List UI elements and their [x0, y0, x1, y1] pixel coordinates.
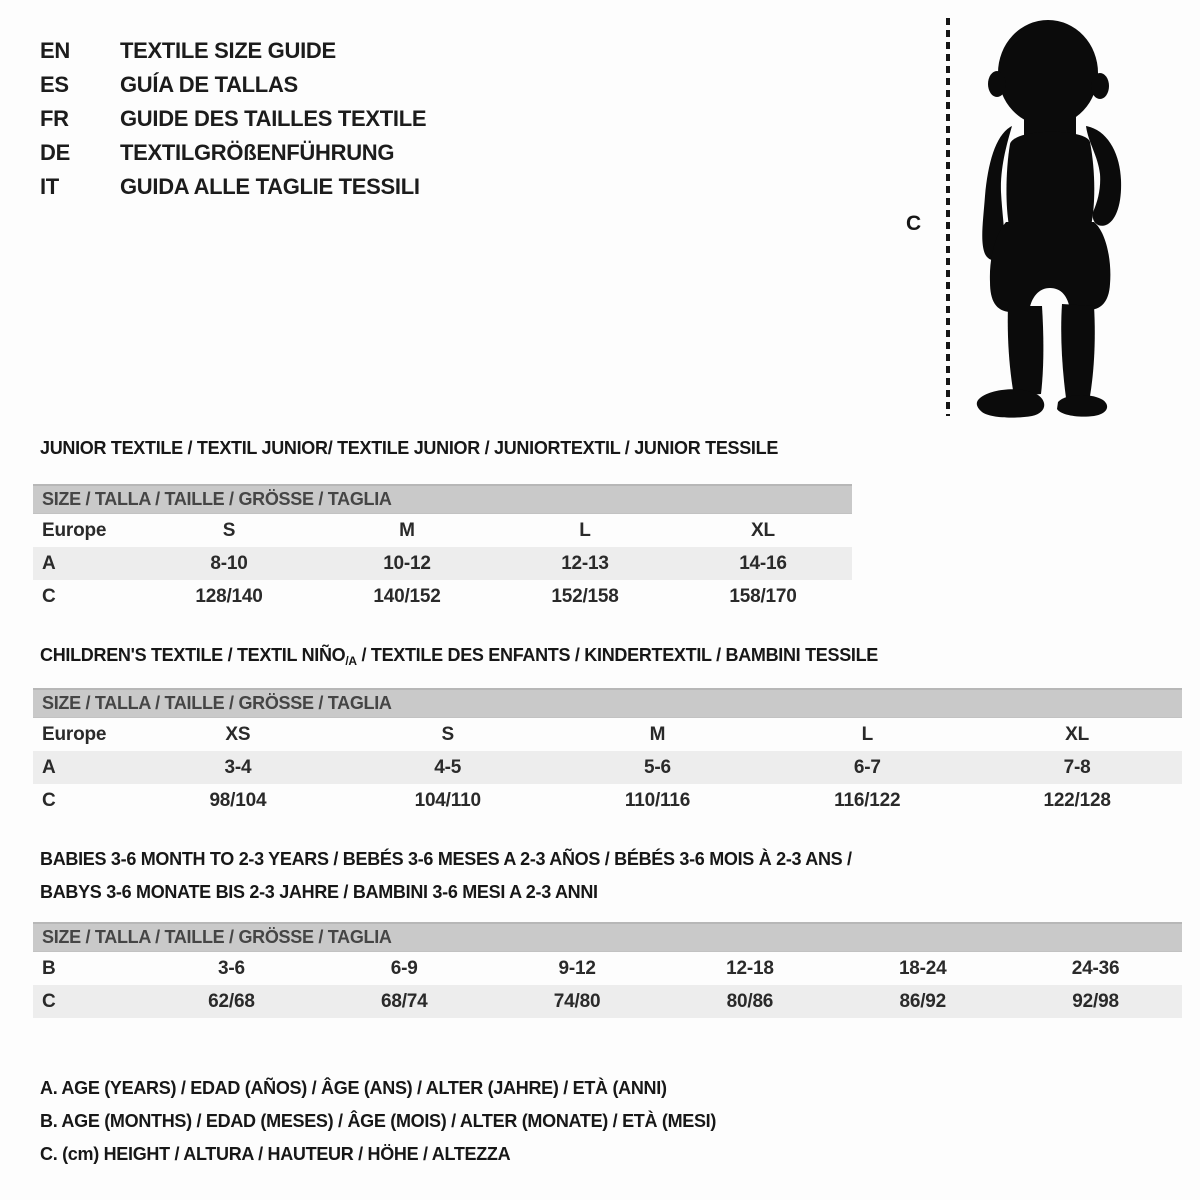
cell: 12-13 [561, 552, 609, 574]
table-row [33, 547, 852, 580]
cell: 128/140 [195, 585, 263, 607]
lang-row-es [40, 68, 426, 102]
children-size-table [33, 688, 1182, 817]
row-label: B [42, 957, 56, 979]
cell: 24-36 [1071, 957, 1120, 979]
size-header-text: SIZE / TALLA / TAILLE / GRÖSSE / TAGLIA [42, 693, 392, 713]
size-header-bar [33, 688, 1182, 718]
cell: 6-7 [853, 756, 881, 778]
legend-line-c: C. (cm) HEIGHT / ALTURA / HAUTEUR / HÖHE / ALTEZZA [40, 1144, 511, 1164]
cell: 14-16 [739, 552, 787, 574]
table-header-row [33, 514, 852, 547]
column-header: XL [751, 519, 775, 541]
title-subscript: /A [345, 654, 357, 668]
cell: 18-24 [898, 957, 947, 979]
babies-section-title [40, 843, 852, 909]
column-header: M [649, 723, 666, 745]
legend [40, 1072, 716, 1171]
column-header: L [861, 723, 873, 745]
lang-code: EN [40, 38, 70, 63]
height-measure-label: C [906, 212, 922, 235]
title-line: BABIES 3-6 MONTH TO 2-3 YEARS / BEBÉS 3-6 MESES A 2-3 AÑOS / BÉBÉS 3-6 MOIS À 2-3 ANS / [40, 849, 852, 869]
cell: 86/92 [899, 990, 947, 1012]
lang-row-en [40, 34, 426, 68]
cell: 104/110 [414, 789, 481, 811]
cell: 10-12 [383, 552, 431, 574]
region-label: Europe [42, 519, 107, 541]
cell: 9-12 [558, 957, 596, 979]
cell: 8-10 [210, 552, 248, 574]
table-row [33, 784, 1182, 817]
title-line: BABYS 3-6 MONATE BIS 2-3 JAHRE / BAMBINI 3-6 MESI A 2-3 ANNI [40, 882, 598, 902]
cell: 122/128 [1043, 789, 1111, 811]
cell: 6-9 [390, 957, 418, 979]
row-label: C [42, 585, 56, 607]
cell: 116/122 [834, 789, 901, 811]
lang-code: DE [40, 140, 70, 165]
column-header: S [441, 723, 454, 745]
table-row [33, 985, 1182, 1018]
lang-row-de [40, 136, 426, 170]
table-row [33, 751, 1182, 784]
size-header-text: SIZE / TALLA / TAILLE / GRÖSSE / TAGLIA [42, 489, 392, 509]
cell: 3-6 [217, 957, 245, 979]
height-dashed-line [946, 18, 950, 416]
cell: 68/74 [380, 990, 428, 1012]
cell: 158/170 [729, 585, 797, 607]
junior-section-title: JUNIOR TEXTILE / TEXTIL JUNIOR/ TEXTILE JUNIOR / JUNIORTEXTIL / JUNIOR TESSILE [40, 438, 779, 458]
guide-title: TEXTILE SIZE GUIDE [120, 38, 336, 63]
cell: 3-4 [224, 756, 252, 778]
cell: 7-8 [1063, 756, 1091, 778]
guide-title: TEXTILGRÖßENFÜHRUNG [120, 140, 395, 165]
size-header-bar [33, 922, 1182, 952]
guide-title: GUÍA DE TALLAS [120, 72, 298, 97]
cell: 74/80 [553, 990, 601, 1012]
babies-size-table [33, 922, 1182, 1018]
size-header-text: SIZE / TALLA / TAILLE / GRÖSSE / TAGLIA [42, 927, 392, 947]
row-label: C [42, 990, 56, 1012]
cell: 92/98 [1072, 990, 1119, 1012]
row-label: C [42, 789, 56, 811]
row-label: A [42, 552, 56, 574]
cell: 140/152 [373, 585, 441, 607]
lang-row-fr [40, 102, 426, 136]
row-label: A [42, 756, 56, 778]
junior-size-table [33, 484, 852, 613]
region-label: Europe [42, 723, 107, 745]
toddler-silhouette-icon [962, 16, 1140, 420]
table-row [33, 952, 1182, 985]
cell: 4-5 [434, 756, 462, 778]
lang-row-it [40, 170, 426, 204]
size-header-bar [33, 484, 852, 514]
legend-line-a: A. AGE (YEARS) / EDAD (AÑOS) / ÂGE (ANS) / ALTER (JAHRE) / ETÀ (ANNI) [40, 1078, 667, 1098]
cell: 80/86 [726, 990, 774, 1012]
cell: 152/158 [551, 585, 619, 607]
children-section-title [40, 644, 878, 672]
column-header: S [222, 519, 236, 541]
guide-title: GUIDA ALLE TAGLIE TESSILI [120, 174, 420, 199]
cell: 5-6 [644, 756, 671, 778]
cell: 12-18 [726, 957, 774, 979]
cell: 62/68 [208, 990, 255, 1012]
column-header: M [399, 519, 415, 541]
title-text: CHILDREN'S TEXTILE / TEXTIL NIÑO [40, 645, 346, 665]
table-header-row [33, 718, 1182, 751]
guide-title: GUIDE DES TAILLES TEXTILE [120, 106, 427, 131]
table-row [33, 580, 852, 613]
column-header: L [579, 519, 591, 541]
cell: 98/104 [209, 789, 267, 811]
title-text: / TEXTILE DES ENFANTS / KINDERTEXTIL / BAMBINI TESSILE [356, 645, 878, 665]
legend-line-b: B. AGE (MONTHS) / EDAD (MESES) / ÂGE (MOIS) / ALTER (MONATE) / ETÀ (MESI) [40, 1111, 717, 1131]
column-header: XS [225, 723, 251, 745]
cell: 110/116 [624, 789, 691, 811]
language-title-list [40, 34, 426, 204]
lang-code: ES [40, 72, 69, 97]
lang-code: IT [40, 174, 59, 199]
column-header: XL [1065, 723, 1090, 745]
lang-code: FR [40, 106, 69, 131]
